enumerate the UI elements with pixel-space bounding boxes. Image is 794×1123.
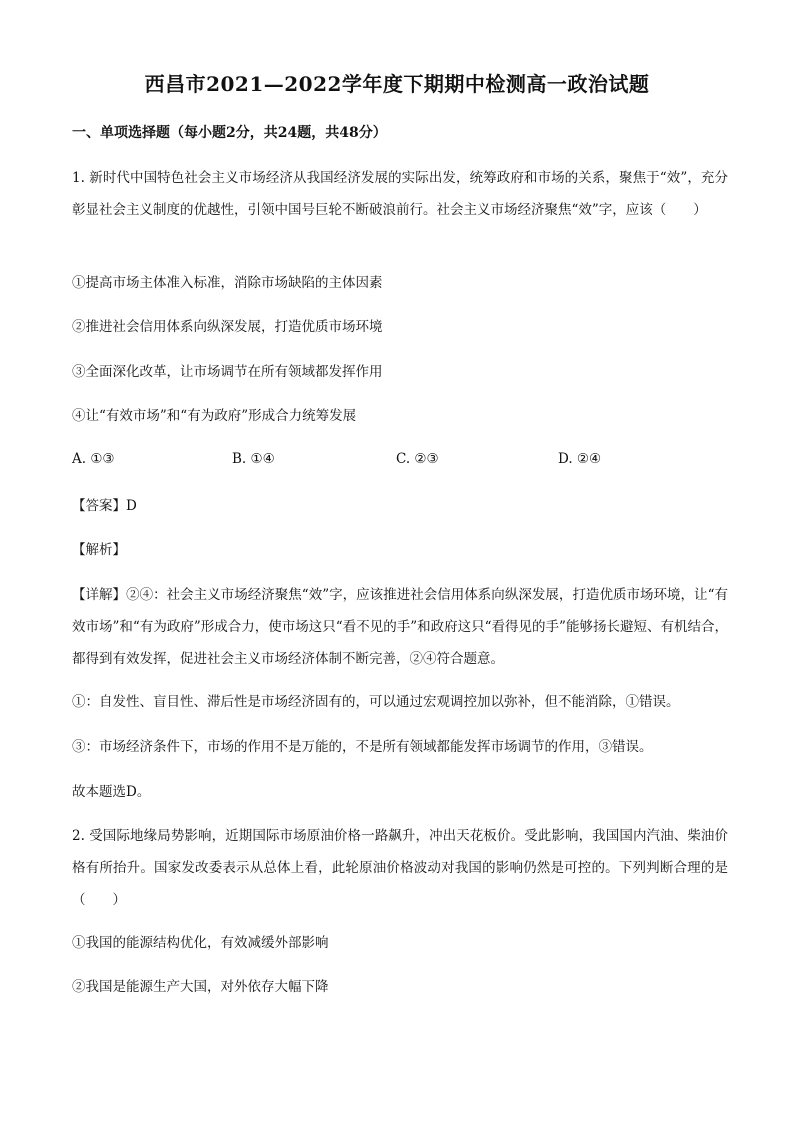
section-heading: 一、单项选择题（每小题2分，共24题，共48分） (72, 125, 387, 141)
question-1-conclusion: 故本题选D。 (72, 784, 151, 800)
page-title: 西昌市2021—2022学年度下期期中检测高一政治试题 (144, 72, 650, 96)
question-1-option-a: A. ①③ (72, 451, 115, 467)
question-1-option-d: D. ②④ (558, 451, 602, 467)
question-1-analysis-label: 【解析】 (72, 542, 126, 558)
question-1-item-4: ④让“有效市场”和“有为政府”形成合力统筹发展 (72, 408, 357, 424)
question-2-item-1: ①我国的能源结构优化，有效减缓外部影响 (72, 935, 329, 951)
question-1-option-b: B. ①④ (232, 451, 275, 467)
question-1-option-c: C. ②③ (396, 451, 439, 467)
question-1-detail: 【详解】②④：社会主义市场经济聚焦“效”字，应该推进社会信用体系向纵深发展，打造优质市场环境，让“有效市场”和“有为政府”形成合力，使市场这只“看不见的手”和政府这只“看得见的手”能够扬长避短、有机结合，都得到有效发挥，促进社会主义市场经济体制不断完善，②④符合题意。 (72, 587, 728, 667)
question-2-stem: 2. 受国际地缘局势影响，近期国际市场原油价格一路飙升，冲出天花板价。受此影响，我国国内汽油、柴油价格有所抬升。国家发改委表示从总体上看，此轮原油价格波动对我国的影响仍然是可控的。下列判断合理的是（ ） (72, 828, 728, 908)
question-1-note-2: ③：市场经济条件下，市场的作用不是万能的，不是所有领域都能发挥市场调节的作用，③错误。 (72, 739, 653, 755)
question-1-answer: 【答案】D (72, 498, 137, 514)
question-1-note-1: ①：自发性、盲目性、滞后性是市场经济固有的，可以通过宏观调控加以弥补，但不能消除，①错误。 (72, 694, 680, 710)
question-2-item-2: ②我国是能源生产大国，对外依存大幅下降 (72, 979, 329, 995)
question-1-item-2: ②推进社会信用体系向纵深发展，打造优质市场环境 (72, 319, 383, 335)
question-1-item-1: ①提高市场主体准入标准，消除市场缺陷的主体因素 (72, 275, 383, 291)
question-1-item-3: ③全面深化改革，让市场调节在所有领域都发挥作用 (72, 364, 383, 380)
question-1-stem: 1. 新时代中国特色社会主义市场经济从我国经济发展的实际出发，统筹政府和市场的关系，聚焦于“效”，充分彰显社会主义制度的优越性，引领中国号巨轮不断破浪前行。社会主义市场经济聚焦“效”字，应该（ ） (72, 170, 728, 218)
